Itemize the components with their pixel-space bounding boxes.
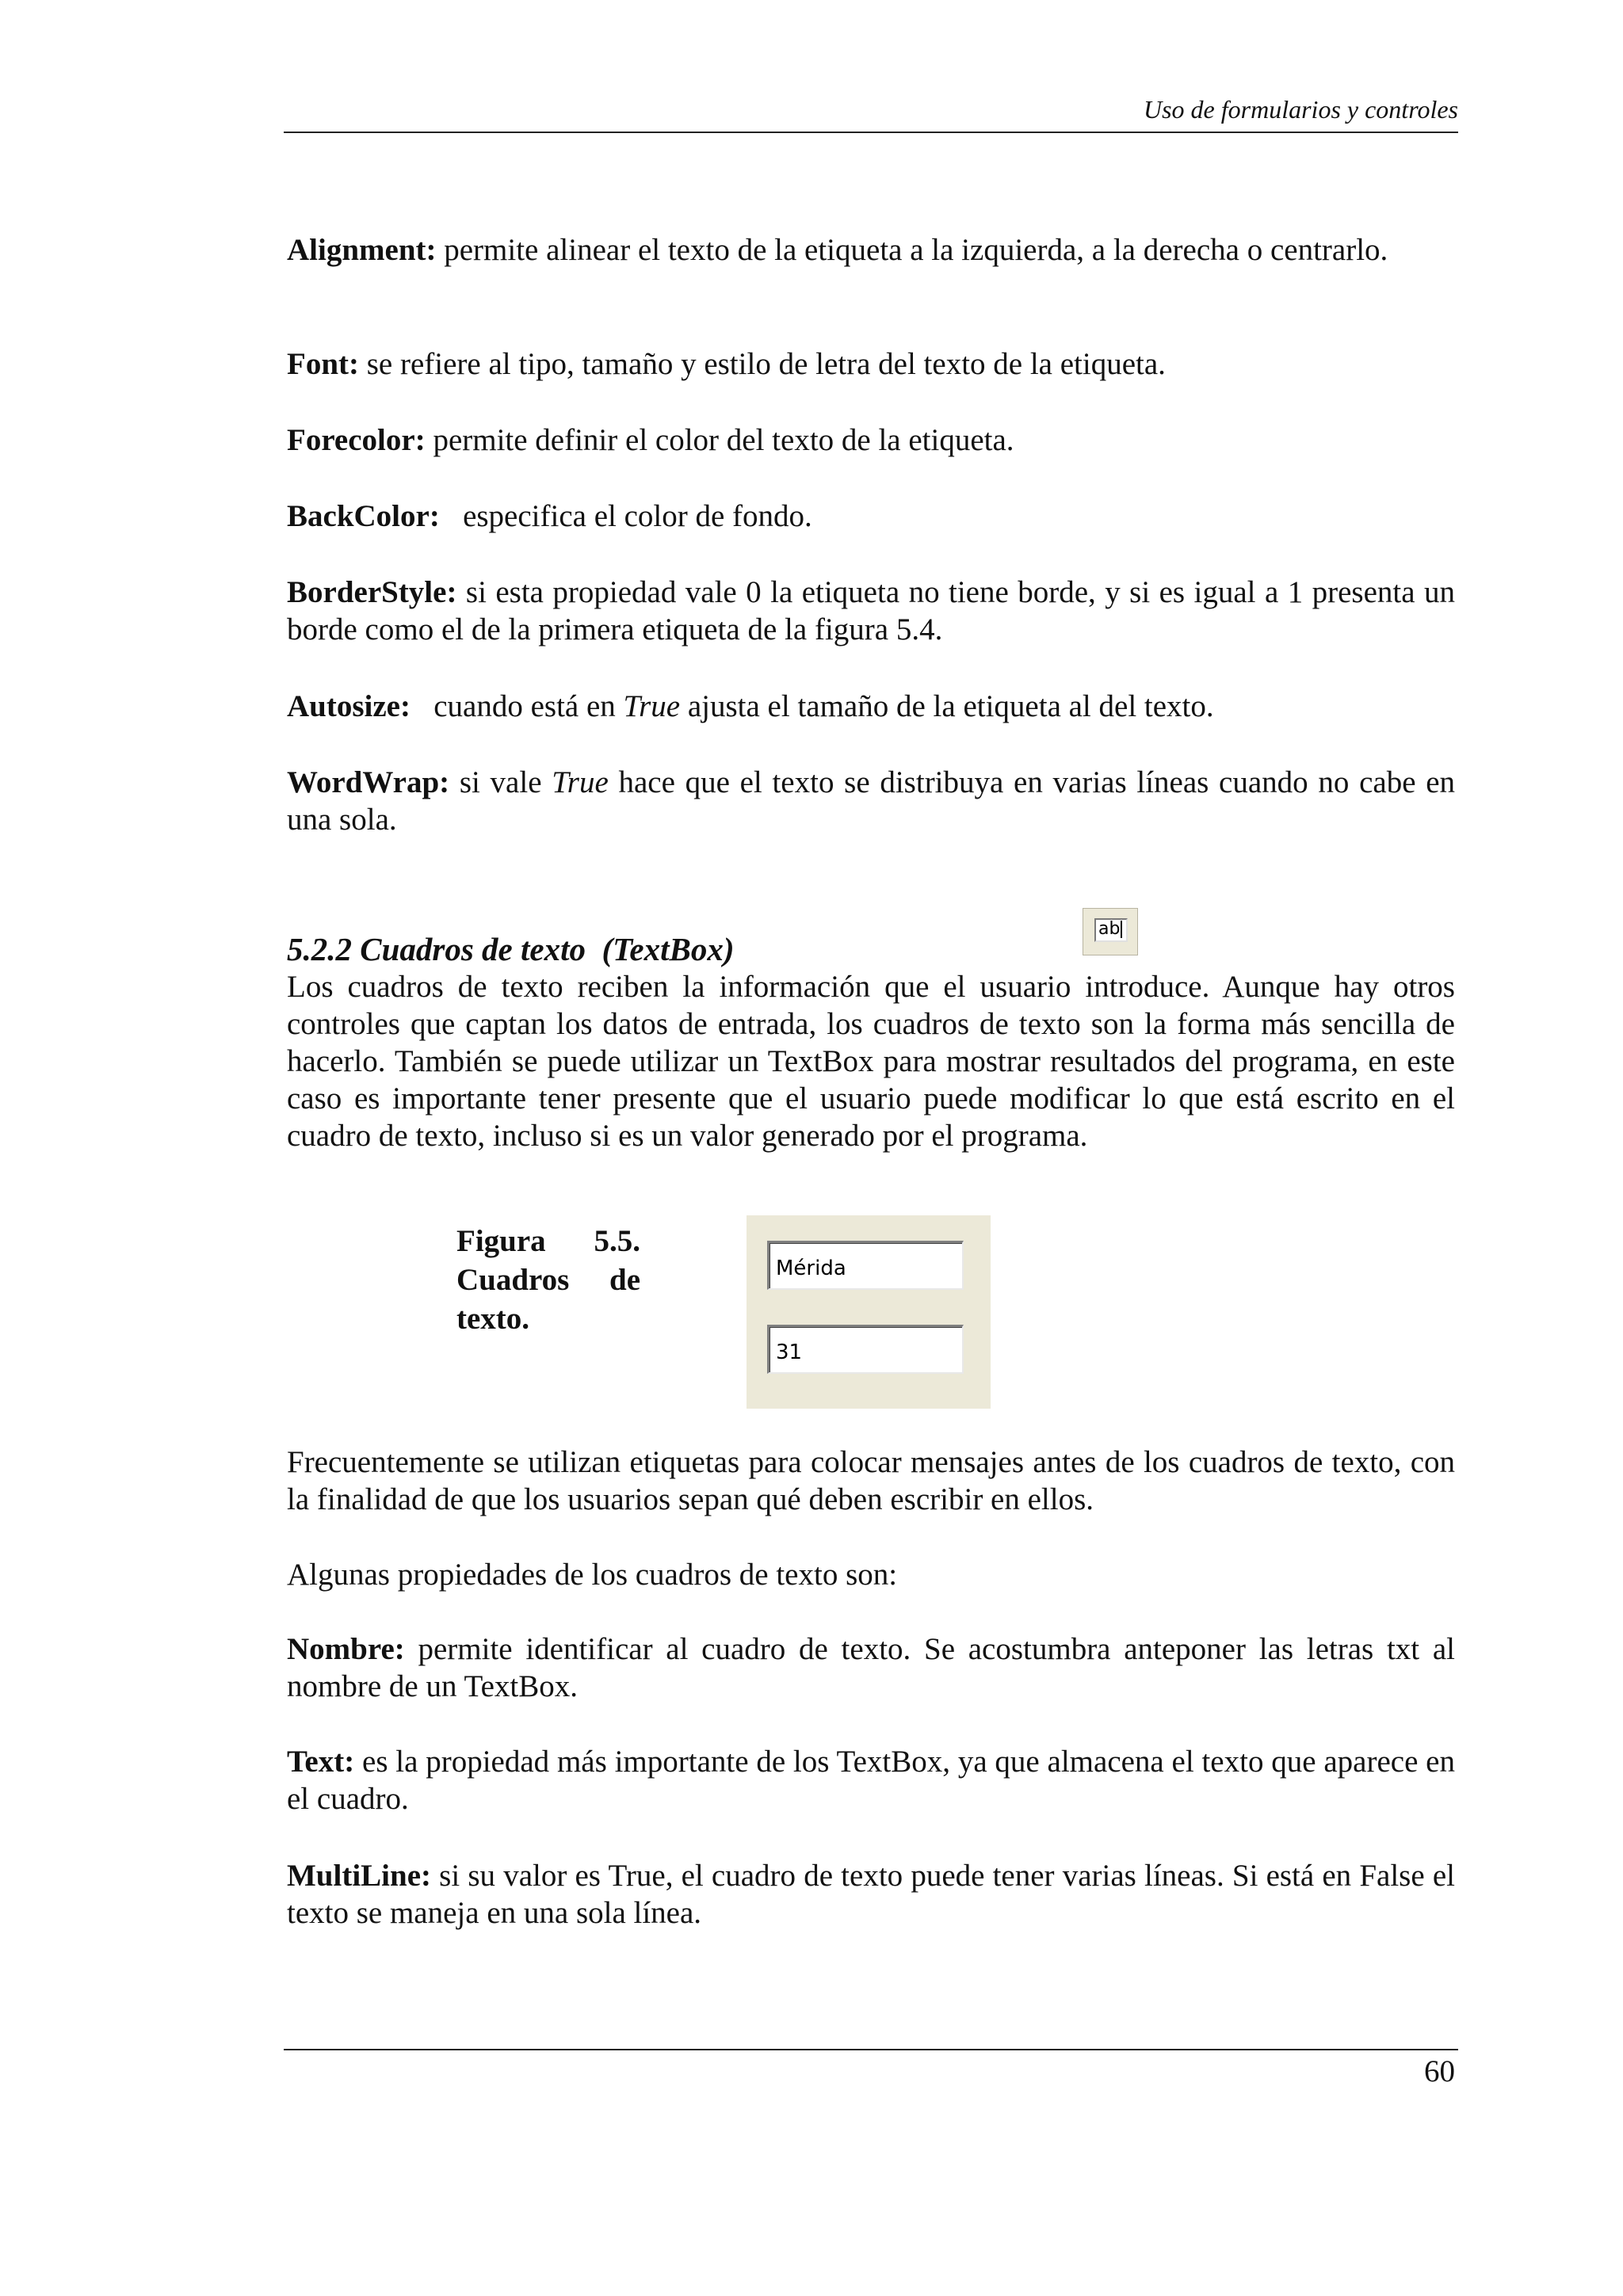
term-autosize: Autosize:	[287, 689, 411, 723]
textbox-toolbox-icon	[1083, 908, 1138, 955]
desc-backcolor: especifica el color de fondo.	[439, 499, 812, 533]
section-intro: Los cuadros de texto reciben la información que el usuario introduce. Aunque hay otros controles que captan los datos de entrada, los cuadros de texto son la forma más sencilla de hacerlo. También se puede utilizar un TextBox para mostrar resultados del programa, en este caso es importante tener presente que el usuario puede modificar lo que está escrito en el cuadro de texto, incluso si es un valor generado por el programa.	[287, 970, 1455, 1153]
desc-autosize-before: cuando está en	[410, 689, 624, 723]
desc-font: se refiere al tipo, tamaño y estilo de letra del texto de la etiqueta.	[359, 347, 1166, 381]
figure-caption-line-1: Figura 5.5.	[456, 1224, 640, 1258]
section-heading	[287, 927, 1455, 971]
figure-caption	[456, 1222, 640, 1338]
paragraph-alignment	[287, 231, 1455, 269]
textbox-icon-label: ab	[1098, 919, 1121, 939]
paragraph-backcolor	[287, 498, 1455, 535]
paragraph-wordwrap	[287, 764, 1455, 838]
header-rule	[284, 132, 1458, 133]
section-number: 5.2.2	[287, 931, 352, 967]
paragraph-text	[287, 1743, 1455, 1817]
textbox-glyph	[1094, 918, 1128, 942]
running-header: Uso de formularios y controles	[1143, 95, 1458, 124]
desc-multiline: si su valor es True, el cuadro de texto puede tener varias líneas. Si está en False el texto se maneja en una sola línea.	[287, 1859, 1455, 1930]
term-borderstyle: BorderStyle:	[287, 575, 457, 609]
figure-form-panel	[747, 1215, 991, 1409]
desc-wordwrap-after: hace que el texto se distribuya en varias líneas cuando no cabe en una sola.	[287, 765, 1456, 837]
term-multiline: MultiLine:	[287, 1859, 431, 1893]
term-text: Text:	[287, 1745, 355, 1779]
figure-caption-line-3: texto.	[456, 1302, 530, 1336]
paragraph-font	[287, 345, 1455, 383]
paragraph-forecolor	[287, 421, 1455, 459]
desc-nombre: permite identificar al cuadro de texto. Se acostumbra anteponer las letras txt al nombre de un TextBox.	[287, 1632, 1455, 1703]
desc-autosize-italic: True	[623, 689, 681, 723]
textbox-city[interactable]	[767, 1241, 964, 1290]
paragraph-autosize	[287, 688, 1455, 725]
page-number: 60	[1424, 2054, 1455, 2088]
caret-icon	[1121, 921, 1122, 938]
paragraph-algunas: Algunas propiedades de los cuadros de texto son:	[287, 1558, 898, 1592]
paragraph-multiline	[287, 1857, 1455, 1932]
term-alignment: Alignment:	[287, 233, 437, 267]
desc-wordwrap-italic: True	[552, 765, 609, 799]
desc-borderstyle: si esta propiedad vale 0 la etiqueta no tiene borde, y si es igual a 1 presenta un borde como el de la primera etiqueta de la figura 5.4.	[287, 575, 1455, 646]
term-wordwrap: WordWrap:	[287, 765, 450, 799]
footer-rule	[284, 2049, 1458, 2050]
desc-forecolor: permite definir el color del texto de la etiqueta.	[425, 423, 1014, 457]
term-backcolor: BackColor:	[287, 499, 440, 533]
figure-caption-line-2: Cuadros de	[456, 1263, 640, 1297]
section-title: Cuadros de texto (TextBox)	[352, 931, 735, 967]
paragraph-frecuentemente: Frecuentemente se utilizan etiquetas para colocar mensajes antes de los cuadros de texto, con la finalidad de que los usuarios sepan qué deben escribir en ellos.	[287, 1445, 1455, 1516]
desc-alignment: permite alinear el texto de la etiqueta a la izquierda, a la derecha o centrarlo.	[436, 233, 1388, 267]
paragraph-borderstyle	[287, 574, 1455, 648]
desc-wordwrap-before: si vale	[449, 765, 552, 799]
paragraph-nombre	[287, 1630, 1455, 1705]
desc-autosize-after: ajusta el tamaño de la etiqueta al del texto.	[680, 689, 1214, 723]
term-nombre: Nombre:	[287, 1632, 405, 1666]
desc-text: es la propiedad más importante de los TextBox, ya que almacena el texto que aparece en el cuadro.	[287, 1745, 1455, 1816]
textbox-age[interactable]	[767, 1325, 964, 1374]
term-forecolor: Forecolor:	[287, 423, 426, 457]
term-font: Font:	[287, 347, 359, 381]
